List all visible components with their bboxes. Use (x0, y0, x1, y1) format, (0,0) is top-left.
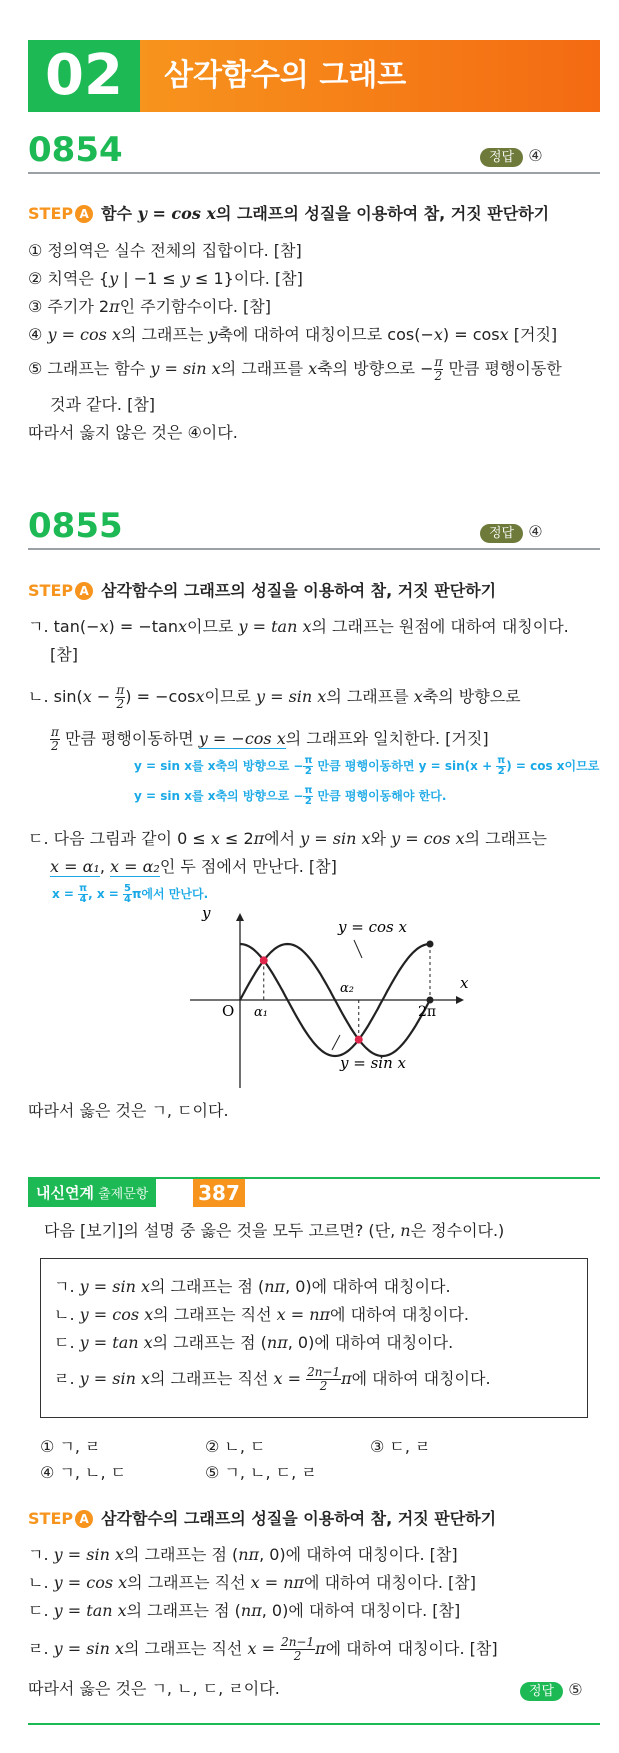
text: 의 그래프를 (326, 687, 414, 706)
numerator: 2n−1 (307, 1365, 341, 1379)
note-2 (134, 786, 446, 807)
denominator: 4 (79, 894, 87, 905)
answer-0854 (480, 146, 543, 166)
text: 은 정수이다.) (410, 1221, 505, 1240)
question-387 (44, 1220, 504, 1242)
math: y = sin x (79, 1277, 150, 1296)
chapter-number: 02 (28, 40, 140, 112)
text: ≤ 1}이다. [참] (189, 269, 303, 288)
fraction (303, 756, 313, 777)
math: π (315, 1639, 326, 1658)
text: 축에 대하여 대칭이므로 cos(− (217, 325, 434, 344)
math: nπ (238, 1545, 260, 1564)
math: y (180, 269, 190, 288)
denominator: 2 (304, 796, 312, 807)
note-1 (134, 756, 599, 777)
text: ㄹ. (54, 1369, 80, 1388)
solution-2 (28, 1572, 476, 1594)
numerator: π (434, 355, 443, 369)
text: 의 그래프와 일치한다. [거짓] (285, 729, 489, 748)
text: , x = (88, 887, 123, 901)
step-text: 삼각함수의 그래프의 성질을 이용하여 참, 거짓 판단하기 (101, 581, 497, 600)
x-axis-label: x (460, 974, 469, 992)
math: y = cos x (53, 1573, 128, 1592)
math: x (308, 359, 318, 378)
text: 의 그래프는 직선 (150, 1369, 274, 1388)
statement-2 (28, 268, 303, 290)
statement-d-cont (50, 856, 337, 878)
text: 의 그래프는 (120, 325, 209, 344)
step-heading-0854 (28, 203, 549, 225)
problem-number-0854: 0854 (28, 130, 123, 170)
answer-badge: 정답 (480, 524, 523, 543)
text: ② 치역은 { (28, 269, 110, 288)
step-a-icon: A (75, 1510, 93, 1528)
math: x = α₁ (50, 857, 100, 876)
denominator: 2 (497, 766, 505, 777)
origin-label: O (222, 1002, 235, 1020)
text: 만큼 평행이동하면 (59, 729, 199, 748)
numerator: π (304, 755, 313, 766)
note-3 (52, 884, 208, 905)
math: π (341, 1369, 352, 1388)
math: x = (247, 1639, 281, 1658)
answer-badge: 정답 (520, 1682, 563, 1701)
step-a-icon: A (75, 582, 93, 600)
fraction (496, 756, 506, 777)
intersection-point-1 (260, 956, 268, 964)
step-label: STEP (28, 204, 74, 223)
text: 의 그래프는 점 ( (126, 1601, 241, 1620)
cos-end-point (427, 941, 434, 948)
answer-0855 (480, 522, 543, 542)
statement-1: ① 정의역은 실수 전체의 집합이다. [참] (28, 241, 302, 260)
text: 만큼 평행이동해야 한다. (313, 789, 447, 803)
math: x (413, 687, 423, 706)
text: 이므로 (187, 617, 239, 636)
statement-d (28, 828, 547, 850)
footer-divider (28, 1723, 600, 1725)
text: 의 그래프는 (464, 829, 547, 848)
text: ㄴ. (28, 1573, 54, 1592)
text: ㄱ. (28, 1545, 54, 1564)
math: y (109, 269, 119, 288)
text: 의 그래프는 직선 (127, 1573, 251, 1592)
text: ) = cos (442, 325, 500, 344)
fraction (123, 884, 132, 905)
math: x = nπ (276, 1305, 331, 1324)
numerator: π (304, 785, 313, 796)
choice-2[interactable]: ② ㄴ, ㄷ (205, 1437, 266, 1456)
answer-value: ④ (528, 146, 543, 165)
fraction (280, 1636, 315, 1663)
solution-4 (28, 1636, 498, 1663)
step-heading-0855 (28, 580, 496, 602)
conclusion-0854: 따라서 옳지 않은 것은 ④이다. (28, 423, 238, 442)
statement-g (28, 616, 569, 638)
math: x (177, 617, 188, 636)
text: ㄷ. (54, 1333, 80, 1352)
math: y = sin x (53, 1639, 124, 1658)
text: 인 주기함수이다. [참] (119, 297, 271, 316)
tag-naesin (28, 1179, 156, 1207)
text: , 0)에 대하여 대칭이다. [참] (261, 1601, 461, 1620)
text: ㄱ. tan(− (28, 617, 100, 636)
math: x (499, 325, 509, 344)
text: 이므로 (204, 687, 256, 706)
numerator: π (51, 725, 59, 739)
math: x (433, 325, 443, 344)
text: 에 대하여 대칭이다. (330, 1305, 469, 1324)
fraction (78, 884, 88, 905)
fraction (303, 786, 313, 807)
text: , 0)에 대하여 대칭이다. [참] (259, 1545, 458, 1564)
math: y = sin x (53, 1545, 124, 1564)
bogi-item-1 (54, 1276, 451, 1298)
text: 에서 (264, 829, 301, 848)
math: n (400, 1221, 411, 1240)
math: x (210, 829, 220, 848)
math: x = α₂ (110, 857, 160, 876)
text: 다음 [보기]의 설명 중 옳은 것을 모두 고르면? (단, (44, 1221, 401, 1240)
text: , 0)에 대하여 대칭이다. (287, 1333, 454, 1352)
denominator: 2 (434, 369, 443, 383)
y-axis-arrow (236, 913, 244, 921)
numerator: π (497, 755, 506, 766)
text: 에 대하여 대칭이다. (351, 1369, 491, 1388)
statement-3 (28, 296, 271, 318)
text: 인 두 점에서 만난다. [참] (159, 857, 337, 876)
text: | −1 ≤ (118, 269, 181, 288)
bogi-item-3 (54, 1332, 453, 1354)
math: y = cos x (137, 204, 216, 223)
math: x = (273, 1369, 307, 1388)
text: ④ (28, 325, 48, 344)
numerator: 2n−1 (281, 1635, 315, 1649)
chapter-title: 삼각함수의 그래프 (140, 40, 600, 112)
conclusion-0855: 따라서 옳은 것은 ㄱ, ㄷ이다. (28, 1101, 229, 1120)
math: y = sin x (300, 829, 371, 848)
text: ㄷ. 다음 그림과 같이 0 ≤ (28, 829, 211, 848)
text: ⑤ 그래프는 함수 (28, 359, 151, 378)
text: ㄴ. sin( (28, 687, 83, 706)
math: π (253, 829, 265, 848)
math: y = tan x (53, 1601, 127, 1620)
sin-label-leader (332, 1035, 340, 1050)
text: 의 그래프는 직선 (153, 1305, 277, 1324)
text: ㄱ. (54, 1277, 80, 1296)
sin-label: y = sin x (340, 1054, 406, 1072)
fraction (306, 1366, 341, 1393)
text: ㄴ. (54, 1305, 80, 1324)
text: ㄹ. (28, 1639, 54, 1658)
text: x = (52, 887, 79, 901)
math: x (195, 687, 205, 706)
tag-subtext: 출제문항 (93, 1187, 149, 1202)
text: 축의 방향으로 − (317, 359, 434, 378)
text: 의 그래프를 (220, 359, 309, 378)
cos-label-leader (354, 940, 362, 958)
math: y = sin x (150, 359, 221, 378)
text: ③ 주기가 2 (28, 297, 110, 316)
statement-5-cont: 것과 같다. [참] (50, 395, 156, 414)
math: y = tan x (79, 1333, 153, 1352)
math: π (109, 297, 120, 316)
problem-number-0855: 0855 (28, 506, 123, 546)
statement-n-cont (50, 726, 489, 753)
bogi-item-4 (54, 1366, 491, 1393)
text: ) = −tan (108, 617, 178, 636)
math: y = sin x (79, 1369, 150, 1388)
bogi-item-2 (54, 1304, 469, 1326)
text: , (99, 857, 110, 876)
text: ㄷ. (28, 1601, 54, 1620)
choice-1[interactable]: ① ㄱ, ㄹ (40, 1437, 101, 1456)
answer-badge: 정답 (480, 148, 523, 167)
text: 와 (370, 829, 392, 848)
step-text: 삼각함수의 그래프의 성질을 이용하여 참, 거짓 판단하기 (101, 1509, 497, 1528)
denominator: 2 (293, 1649, 302, 1663)
sin-cos-graph (190, 910, 470, 1090)
math: y (208, 325, 218, 344)
step-a-icon: A (75, 205, 93, 223)
text: 만큼 평행이동한 (443, 359, 562, 378)
numerator: π (116, 683, 125, 697)
text: y = sin x를 x축의 방향으로 − (134, 759, 304, 773)
text: 의 그래프는 점 ( (152, 1333, 267, 1352)
text: 의 그래프는 점 ( (150, 1277, 265, 1296)
answer-387 (520, 1680, 583, 1700)
fraction (434, 356, 444, 383)
math: x = nπ (250, 1573, 305, 1592)
intersection-point-2 (355, 1036, 363, 1044)
tag-number: 387 (193, 1179, 245, 1207)
text: [거짓] (508, 325, 558, 344)
text: π에서 만난다. (131, 887, 209, 901)
choice-5[interactable]: ⑤ ㄱ, ㄴ, ㄷ, ㄹ (205, 1463, 317, 1482)
step-text: 함수 (101, 204, 138, 223)
denominator: 4 (123, 894, 131, 905)
text: 만큼 평행이동하면 y = sin(x + (313, 759, 497, 773)
conclusion-387: 따라서 옳은 것은 ㄱ, ㄴ, ㄷ, ㄹ이다. (28, 1679, 280, 1698)
math: x (82, 687, 92, 706)
denominator: 2 (116, 697, 125, 711)
statement-5 (28, 356, 562, 383)
solution-1 (28, 1544, 458, 1566)
fraction (115, 684, 125, 711)
denominator: 2 (51, 739, 59, 753)
alpha1-label: α₁ (254, 1005, 268, 1020)
fraction (50, 726, 60, 753)
math: y = tan x (238, 617, 312, 636)
text: − (91, 687, 116, 706)
divider (28, 548, 600, 550)
numerator: 5 (123, 883, 131, 894)
denominator: 2 (304, 766, 312, 777)
text: 의 그래프는 직선 (124, 1639, 248, 1658)
math: y = cos x (79, 1305, 154, 1324)
answer-value: ④ (528, 522, 543, 541)
step-heading-387 (28, 1508, 496, 1530)
text: 에 대하여 대칭이다. [참] (304, 1573, 476, 1592)
math: y = −cos x (198, 729, 286, 748)
statement-n (28, 684, 521, 711)
choice-4[interactable]: ④ ㄱ, ㄴ, ㄷ (40, 1463, 127, 1482)
divider (28, 172, 600, 174)
text: , 0)에 대하여 대칭이다. (285, 1277, 451, 1296)
math: nπ (264, 1277, 286, 1296)
math: y = sin x (255, 687, 327, 706)
text: ) = −cos (125, 687, 196, 706)
math: x (99, 617, 109, 636)
math: y = cos x (47, 325, 121, 344)
statement-g-verdict: [참] (50, 645, 78, 664)
text: y = sin x를 x축의 방향으로 − (134, 789, 304, 803)
math: nπ (240, 1601, 262, 1620)
statement-4 (28, 324, 557, 346)
math: y = cos x (391, 829, 465, 848)
y-axis-label: y (202, 910, 211, 922)
step-text: 의 그래프의 성질을 이용하여 참, 거짓 판단하기 (215, 204, 550, 223)
math: nπ (266, 1333, 288, 1352)
solution-3 (28, 1600, 460, 1622)
text: 축의 방향으로 (422, 687, 521, 706)
twopi-label: 2π (418, 1004, 437, 1020)
alpha2-label: α₂ (340, 981, 354, 996)
step-label: STEP (28, 1509, 74, 1528)
twopi-point (427, 997, 434, 1004)
answer-value: ⑤ (568, 1680, 583, 1699)
denominator: 2 (319, 1379, 328, 1393)
text: 에 대하여 대칭이다. [참] (325, 1639, 498, 1658)
tag-text: 내신연계 (36, 1184, 94, 1202)
numerator: π (79, 883, 88, 894)
cos-label: y = cos x (338, 918, 407, 936)
step-label: STEP (28, 581, 74, 600)
text: 의 그래프는 원점에 대하여 대칭이다. (311, 617, 569, 636)
choice-3[interactable]: ③ ㄷ, ㄹ (370, 1437, 431, 1456)
x-axis-arrow (456, 996, 464, 1004)
text: 의 그래프는 점 ( (124, 1545, 239, 1564)
text: ) = cos x이므로 (506, 759, 600, 773)
text: ≤ 2 (219, 829, 254, 848)
